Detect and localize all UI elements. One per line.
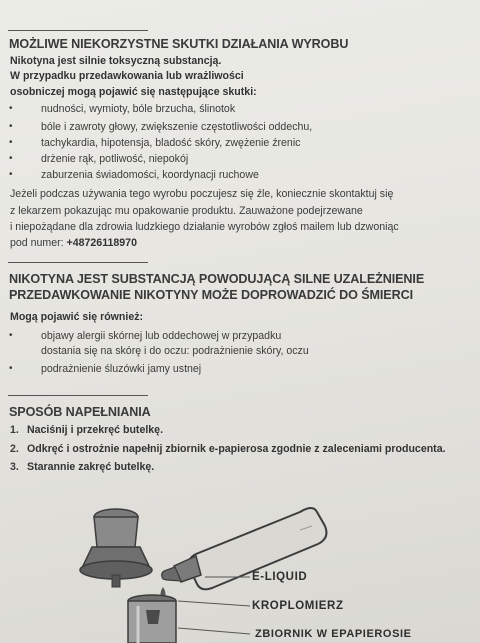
step-number: 1. [10, 424, 19, 436]
tank-icon [128, 595, 176, 643]
warning-title-addiction: NIKOTYNA JEST SUBSTANCJĄ POWODUJĄCĄ SILNE UZALEŻNIENIE [9, 272, 425, 286]
step-number: 2. [10, 443, 19, 455]
contact-line: i niepożądane dla zdrowia ludzkiego działanie wyrobów zgłoś mailem lub dzwoniąc [10, 221, 399, 233]
bullet-dot: • [9, 153, 13, 164]
step-text: Starannie zakręć butelkę. [27, 461, 155, 473]
side-effect-item: drżenie rąk, potliwość, niepokój [41, 153, 189, 165]
bullet-dot: • [9, 363, 13, 374]
bullet-dot: • [9, 169, 13, 180]
step-number: 3. [10, 461, 19, 473]
bullet-dot: • [9, 330, 13, 341]
section-title-filling: SPOSÓB NAPEŁNIANIA [9, 405, 151, 419]
warning-title-overdose: PRZEDAWKOWANIE NIKOTYNY MOŻE DOPROWADZIĆ DO ŚMIERCI [9, 288, 413, 302]
atomizer-icon [80, 509, 152, 587]
intro-line: osobniczej mogą pojawić się następujące skutki: [10, 86, 257, 98]
contact-line: z lekarzem pokazując mu opakowanie produktu. Zauważone podejrzewane [10, 205, 363, 217]
phone-number: +48726118970 [66, 237, 137, 249]
additional-effect-item-cont: dostania się na skórę i do oczu: podrażnienie skóry, oczu [41, 345, 309, 357]
intro-line: W przypadku przedawkowania lub wrażliwości [10, 70, 244, 82]
side-effect-item: tachykardia, hipotensja, bladość skóry, zwężenie źrenic [41, 137, 301, 149]
side-effect-item: zaburzenia świadomości, koordynacji ruchowe [41, 169, 259, 181]
contact-line: Jeżeli podczas używania tego wyrobu poczujesz się źle, koniecznie skontaktuj się [10, 188, 394, 200]
leader-line [178, 601, 250, 606]
additional-effect-item: podrażnienie śluzówki jamy ustnej [41, 363, 202, 375]
section-title-side-effects: MOŻLIWE NIEKORZYSTNE SKUTKI DZIAŁANIA WYROBU [9, 37, 349, 51]
side-effect-item: bóle i zawroty głowy, zwiększenie częstotliwości oddechu, [41, 121, 313, 133]
phone-prefix: pod numer: [10, 237, 67, 249]
bullet-dot: • [9, 103, 13, 114]
step-text: Odkręć i ostrożnie napełnij zbiornik e-papierosa zgodnie z zaleceniami producenta. [27, 443, 446, 455]
additional-effect-item: objawy alergii skórnej lub oddechowej w przypadku [41, 330, 282, 342]
bullet-dot: • [9, 121, 13, 132]
leader-line [178, 628, 250, 634]
side-effect-item: nudności, wymioty, bóle brzucha, ślinotok [41, 103, 236, 115]
also-heading: Mogą pojawić się również: [10, 311, 144, 323]
label-e-liquid: E-LIQUID [252, 571, 308, 583]
label-tank: ZBIORNIK W EPAPIEROSIE [255, 628, 412, 640]
label-dropper: KROPLOMIERZ [252, 600, 344, 612]
intro-line: Nikotyna jest silnie toksyczną substancją. [10, 55, 222, 67]
bullet-dot: • [9, 137, 13, 148]
step-text: Naciśnij i przekręć butelkę. [27, 424, 164, 436]
